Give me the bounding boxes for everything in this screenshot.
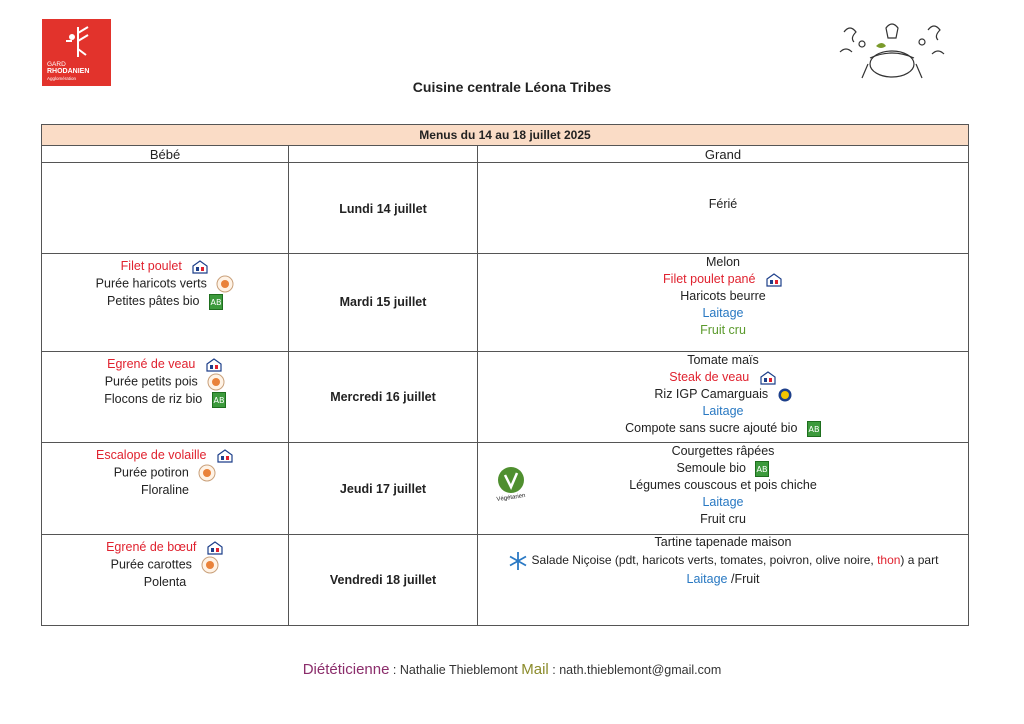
table-header: Menus du 14 au 18 juillet 2025 <box>42 125 968 146</box>
bebe-menu <box>42 539 288 591</box>
grand-item: Laitage <box>702 404 744 418</box>
bebe-menu <box>42 356 288 408</box>
grand-item: Fruit cru <box>700 323 746 337</box>
grand-item: Tomate maïs <box>687 353 759 367</box>
gard-rhodanien-logo <box>42 19 111 86</box>
cooking-pot-illustration <box>832 18 952 84</box>
svg-text:AB: AB <box>210 297 222 307</box>
french-flag-meat-label-icon <box>765 273 783 287</box>
day-label: Lundi 14 juillet <box>339 202 427 216</box>
frozen-snowflake-icon <box>508 551 528 571</box>
column-header-bebe: Bébé <box>149 147 181 162</box>
french-flag-meat-label-icon <box>206 541 224 555</box>
logo-line3: Agglomération <box>47 76 77 81</box>
svg-text:AB: AB <box>808 424 820 434</box>
grand-menu <box>478 443 968 528</box>
mail-separator: : <box>548 663 560 677</box>
bebe-item: Purée carottes <box>110 557 192 572</box>
mail-label: Mail <box>521 661 549 678</box>
bebe-item: Filet poulet <box>120 259 182 273</box>
grand-menu <box>478 352 968 437</box>
bebe-item: Petites pâtes bio <box>107 294 200 308</box>
grand-item-highlight: thon <box>877 553 901 568</box>
logo-line1: GARD <box>47 61 66 68</box>
bebe-item: Purée haricots verts <box>95 276 207 291</box>
grand-item: Filet poulet pané <box>663 272 756 286</box>
french-flag-meat-label-icon <box>759 371 777 385</box>
grand-item: Courgettes râpées <box>671 444 775 458</box>
bebe-item: Purée potiron <box>113 465 189 480</box>
day-label: Vendredi 18 juillet <box>329 573 437 587</box>
french-flag-meat-label-icon <box>191 260 209 274</box>
grand-item: Tartine tapenade maison <box>654 535 792 549</box>
bebe-item: Egrené de veau <box>107 357 196 371</box>
email-link[interactable]: nath.thieblemont@gmail.com <box>559 663 722 677</box>
grand-item: Salade Niçoise (pdt, haricots verts, tomates, poivron, olive noire, <box>531 553 874 568</box>
bebe-item: Floraline <box>141 483 189 497</box>
grand-item: Compote sans sucre ajouté bio <box>625 421 798 435</box>
day-label: Jeudi 17 juillet <box>339 482 427 496</box>
ab-organic-icon <box>212 392 226 408</box>
ab-organic-icon <box>755 461 769 477</box>
grand-item: Légumes couscous et pois chiche <box>629 478 817 492</box>
bebe-item: Escalope de volaille <box>96 448 207 462</box>
footer <box>0 661 1024 678</box>
grand-item: Melon <box>705 255 741 269</box>
bebe-item: Purée petits pois <box>104 374 198 389</box>
igp-label-icon <box>778 388 792 402</box>
grand-item: Laitage <box>702 306 744 320</box>
svg-text:AB: AB <box>757 464 768 474</box>
page-title: Cuisine centrale Léona Tribes <box>412 79 612 95</box>
dietitian-separator: : <box>389 663 400 677</box>
baby-food-icon <box>198 464 216 482</box>
french-flag-meat-label-icon <box>216 449 234 463</box>
baby-food-icon <box>207 373 225 391</box>
grand-menu <box>478 534 968 588</box>
grand-menu <box>478 254 968 339</box>
grand-item: Steak de veau <box>669 370 750 384</box>
day-label: Mardi 15 juillet <box>339 295 427 309</box>
dietitian-label: Diététicienne <box>302 661 390 678</box>
grand-item: Riz IGP Camarguais <box>654 387 769 401</box>
ab-organic-icon <box>209 294 223 310</box>
logo-chef-icon <box>64 25 90 59</box>
grand-item: Férié <box>708 197 738 211</box>
bebe-menu <box>42 447 288 499</box>
bebe-menu <box>42 258 288 310</box>
dietitian-name: Nathalie Thieblemont <box>399 663 518 677</box>
bebe-item: Egrené de bœuf <box>106 540 197 554</box>
baby-food-icon <box>216 275 234 293</box>
menu-table <box>41 124 969 626</box>
bebe-item: Polenta <box>143 575 187 589</box>
vegetarian-badge-label: Végétarien <box>496 493 526 503</box>
day-label: Mercredi 16 juillet <box>330 390 436 404</box>
grand-item: /Fruit <box>731 572 760 586</box>
french-flag-meat-label-icon <box>205 358 223 372</box>
grand-item: Fruit cru <box>700 512 746 526</box>
logo-line2: RHODANIEN <box>47 68 90 75</box>
column-header-grand: Grand <box>704 147 742 162</box>
grand-item: Laitage <box>686 572 728 586</box>
baby-food-icon <box>201 556 219 574</box>
ab-organic-icon <box>807 421 821 437</box>
grand-item: ) a part <box>900 553 939 568</box>
grand-item: Semoule bio <box>676 461 746 475</box>
bebe-item: Flocons de riz bio <box>104 392 203 406</box>
grand-item: Haricots beurre <box>680 289 766 303</box>
svg-text:AB: AB <box>213 395 225 405</box>
grand-item: Laitage <box>702 495 744 509</box>
